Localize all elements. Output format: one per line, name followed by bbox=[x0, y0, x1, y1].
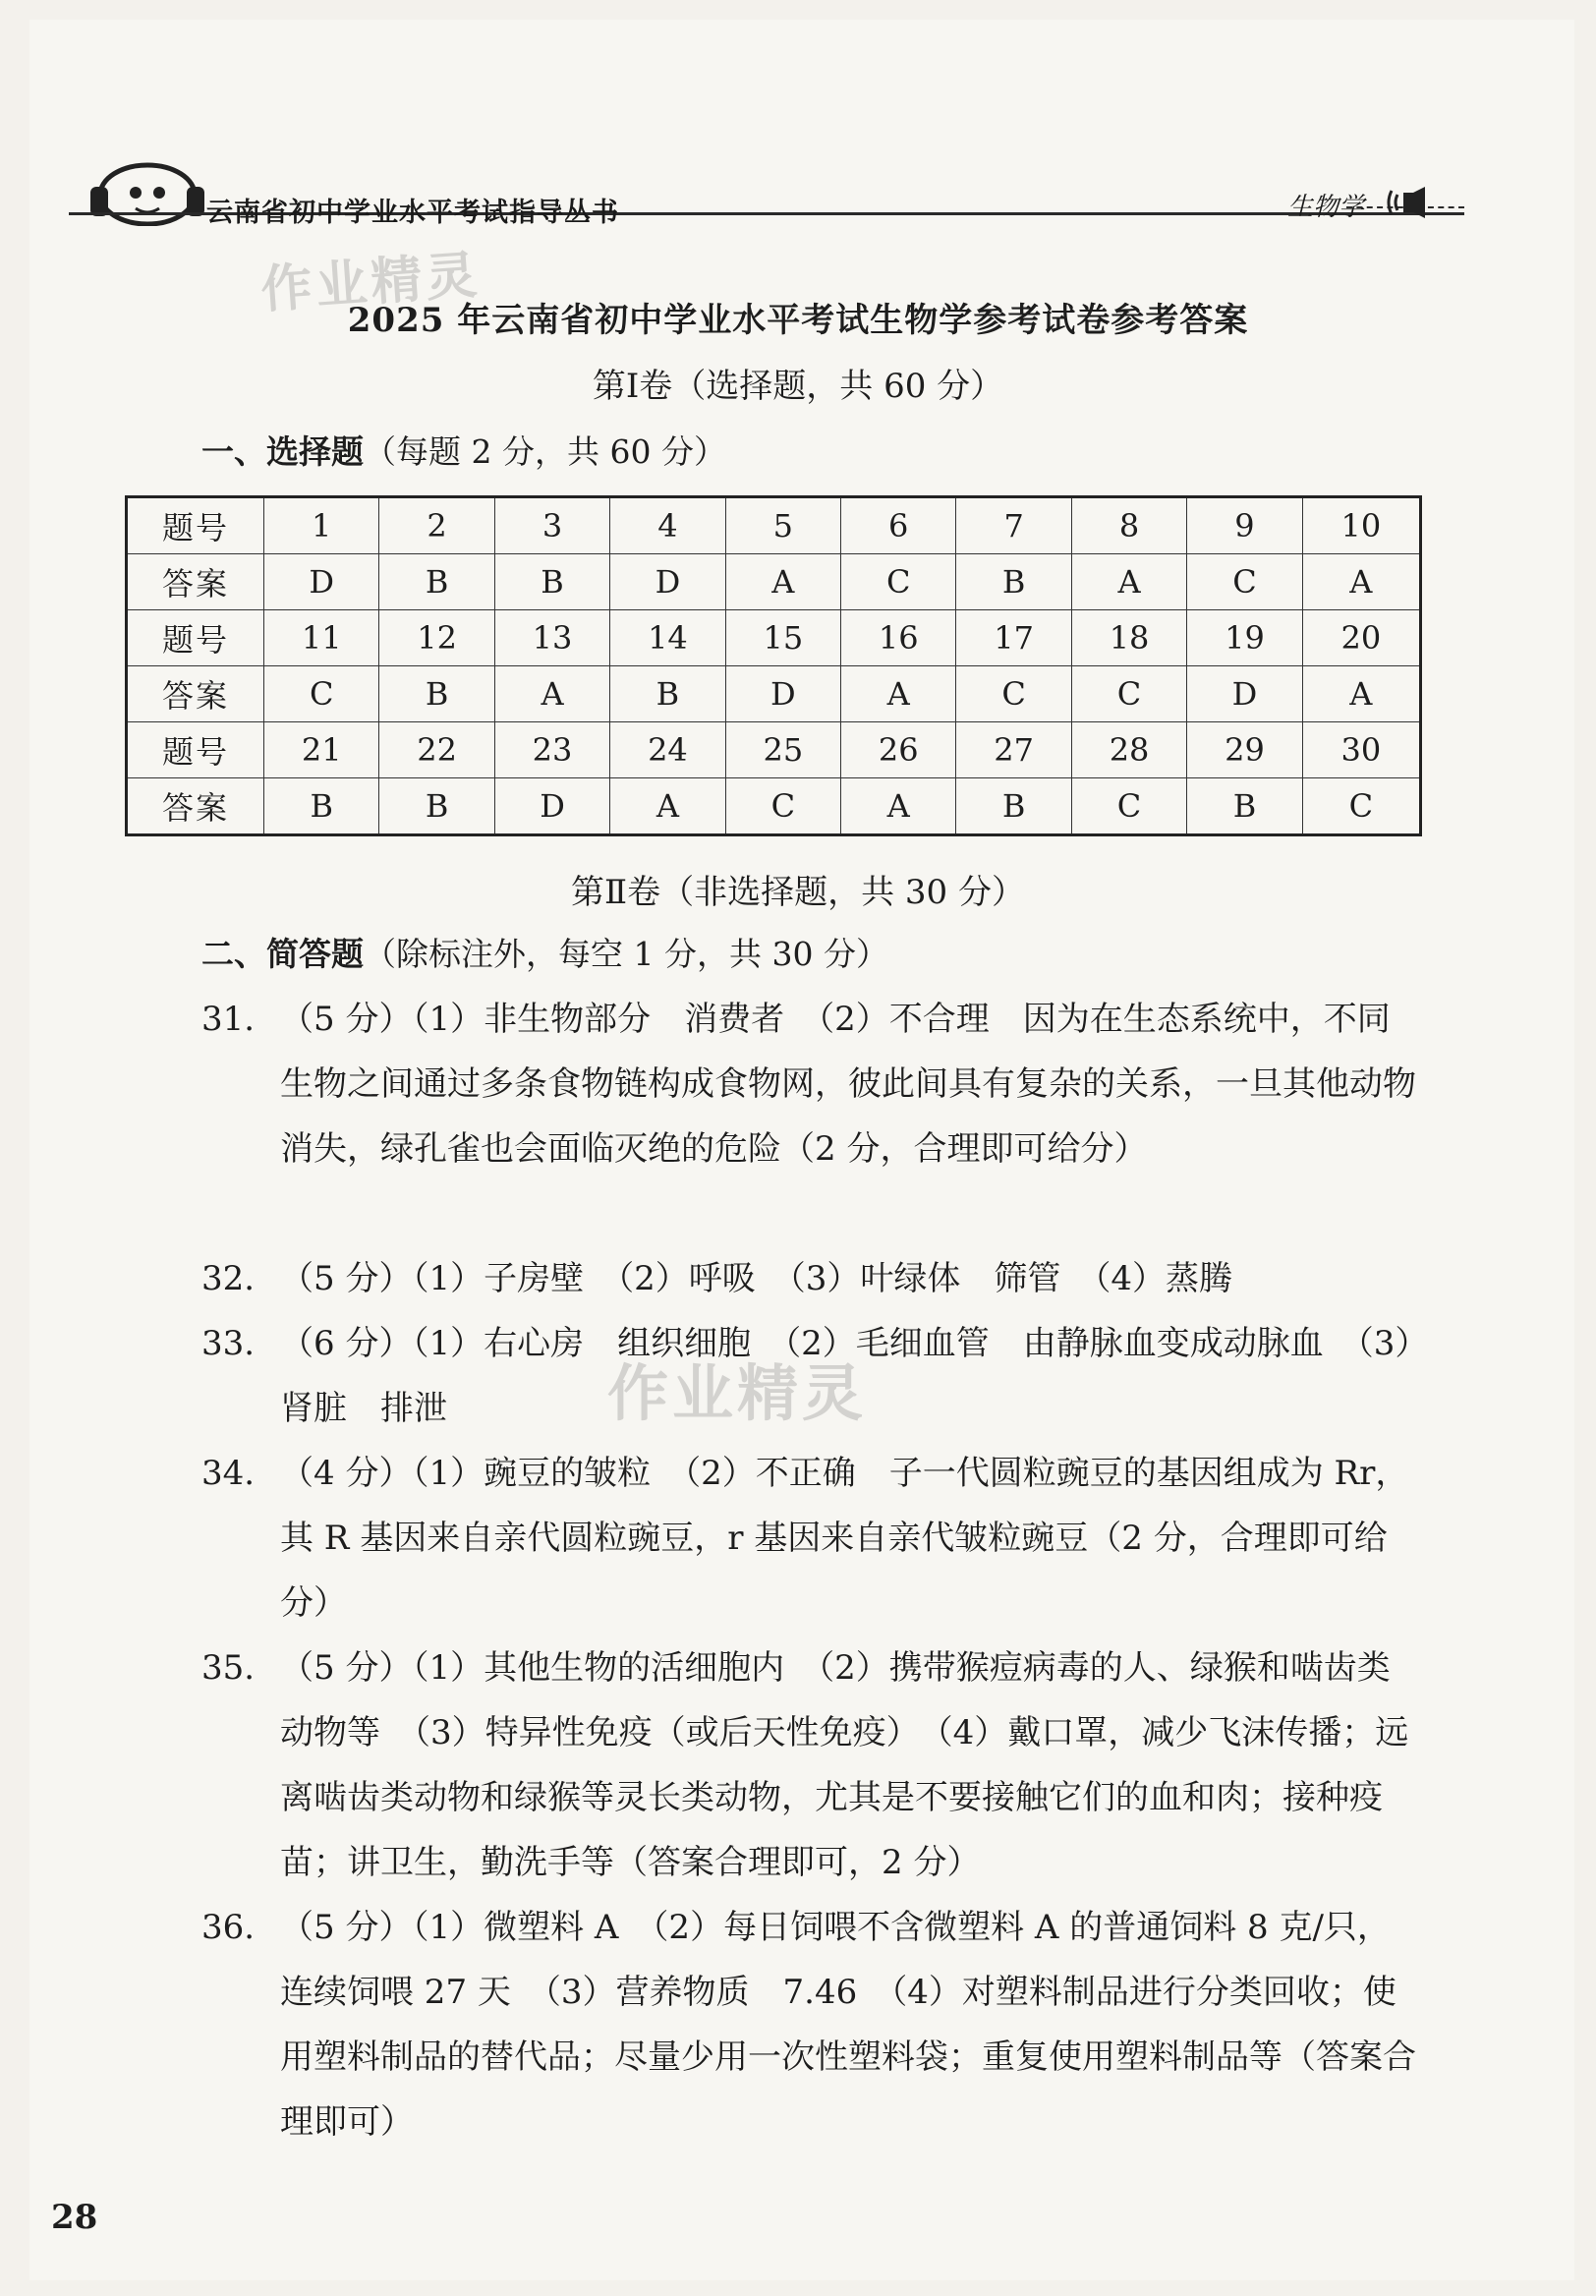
answer-item bbox=[201, 1441, 1420, 1636]
question-number-cell: 21 bbox=[264, 722, 379, 778]
question-number-cell: 28 bbox=[1071, 722, 1186, 778]
question-number-cell: 14 bbox=[610, 610, 725, 666]
question-number-cell: 11 bbox=[264, 610, 379, 666]
watermark: 作业精灵 bbox=[258, 246, 484, 320]
question-number-cell: 12 bbox=[379, 610, 494, 666]
question-number-cell: 22 bbox=[379, 722, 494, 778]
page-title: 2025 年云南省初中学业水平考试生物学参考试卷参考答案 bbox=[347, 301, 1249, 340]
item-text: （5 分）（1）其他生物的活细胞内 （2）携带猴痘病毒的人、绿猴和啮齿类动物等 （3）特异性免疫（或后天性免疫） （4）戴口罩，减少飞沫传播；远离啮齿类动物和绿猴等灵长类动物，尤其是不要接触它们的血和肉；接种疫苗；讲卫生，勤洗手等（答案合理即可，2 分） bbox=[280, 1648, 1409, 1882]
answer-cell: A bbox=[494, 666, 609, 722]
part2-title: 第Ⅱ卷（非选择题，共 30 分） bbox=[571, 873, 1025, 912]
question-number-cell: 2 bbox=[379, 497, 494, 554]
page-number: 28 bbox=[51, 2198, 98, 2237]
answer-cell: A bbox=[1302, 554, 1420, 610]
answer-cell: D bbox=[610, 554, 725, 610]
answer-cell: D bbox=[494, 778, 609, 835]
answer-cell: A bbox=[1071, 554, 1186, 610]
answer-cell: A bbox=[1302, 666, 1420, 722]
part1-title: 第Ⅰ卷（选择题，共 60 分） bbox=[592, 367, 1004, 406]
answer-cell: A bbox=[725, 554, 840, 610]
question-number-cell: 19 bbox=[1187, 610, 1302, 666]
answer-cell: C bbox=[1187, 554, 1302, 610]
answer-cell: B bbox=[1187, 778, 1302, 835]
answer-cell: B bbox=[610, 666, 725, 722]
answer-cell: A bbox=[610, 778, 725, 835]
question-number-cell: 6 bbox=[841, 497, 956, 554]
question-number-cell: 16 bbox=[841, 610, 956, 666]
answer-cell: D bbox=[264, 554, 379, 610]
item-number: 36. bbox=[201, 1908, 256, 1947]
watermark: 作业精灵 bbox=[607, 1357, 868, 1429]
answer-cell: C bbox=[841, 554, 956, 610]
item-text: （5 分）（1）非生物部分 消费者 （2）不合理 因为在生态系统中，不同生物之间通过多条食物链构成食物网，彼此间具有复杂的关系，一旦其他动物消失，绿孔雀也会面临灭绝的危险（2 分，合理即可给分） bbox=[280, 1000, 1416, 1169]
answer-cell: D bbox=[725, 666, 840, 722]
answer-cell: B bbox=[956, 554, 1071, 610]
section2-note: （除标注外，每空 1 分，共 30 分） bbox=[364, 935, 888, 973]
question-number-cell: 26 bbox=[841, 722, 956, 778]
question-number-cell: 10 bbox=[1302, 497, 1420, 554]
row-label: 题号 bbox=[127, 610, 264, 666]
item-number: 34. bbox=[201, 1454, 256, 1493]
answer-item bbox=[201, 1246, 1420, 1311]
series-title: 云南省初中学业水平考试指导丛书 bbox=[206, 198, 619, 228]
answer-cell: C bbox=[264, 666, 379, 722]
answer-cell: A bbox=[841, 666, 956, 722]
answer-cell: A bbox=[841, 778, 956, 835]
section2-heading bbox=[201, 929, 888, 975]
answer-cell: B bbox=[956, 778, 1071, 835]
answer-cell: C bbox=[725, 778, 840, 835]
answer-row bbox=[127, 554, 1421, 610]
subject-label: 生物学 bbox=[1287, 193, 1365, 222]
row-label: 题号 bbox=[127, 722, 264, 778]
question-number-cell: 4 bbox=[610, 497, 725, 554]
question-number-cell: 9 bbox=[1187, 497, 1302, 554]
question-number-cell: 3 bbox=[494, 497, 609, 554]
row-label: 答案 bbox=[127, 554, 264, 610]
page-header bbox=[69, 147, 1474, 236]
question-number-row bbox=[127, 722, 1421, 778]
answer-cell: B bbox=[494, 554, 609, 610]
item-text: （6 分）（1）右心房 组织细胞 （2）毛细血管 由静脉血变成动脉血 （3）肾脏 排泄 bbox=[280, 1324, 1412, 1428]
question-number-cell: 18 bbox=[1071, 610, 1186, 666]
question-number-cell: 7 bbox=[956, 497, 1071, 554]
item-number: 35. bbox=[201, 1648, 256, 1688]
answer-cell: B bbox=[379, 554, 494, 610]
row-label: 答案 bbox=[127, 666, 264, 722]
question-number-cell: 5 bbox=[725, 497, 840, 554]
item-text: （5 分）（1）子房壁 （2）呼吸 （3）叶绿体 筛管 （4）蒸腾 bbox=[280, 1259, 1232, 1298]
question-number-row bbox=[127, 497, 1421, 554]
section1-heading bbox=[201, 427, 726, 473]
answer-row bbox=[127, 666, 1421, 722]
question-number-cell: 13 bbox=[494, 610, 609, 666]
question-number-cell: 27 bbox=[956, 722, 1071, 778]
row-label: 答案 bbox=[127, 778, 264, 835]
question-number-cell: 23 bbox=[494, 722, 609, 778]
answer-item bbox=[201, 987, 1420, 1181]
answer-cell: C bbox=[1071, 778, 1186, 835]
answer-row bbox=[127, 778, 1421, 835]
row-label: 题号 bbox=[127, 497, 264, 554]
answer-cell: D bbox=[1187, 666, 1302, 722]
answer-cell: C bbox=[1071, 666, 1186, 722]
question-number-cell: 29 bbox=[1187, 722, 1302, 778]
question-number-cell: 1 bbox=[264, 497, 379, 554]
item-text: （4 分）（1）豌豆的皱粒 （2）不正确 子一代圆粒豌豆的基因组成为 Rr，其 R 基因来自亲代圆粒豌豆，r 基因来自亲代皱粒豌豆（2 分，合理即可给分） bbox=[280, 1454, 1409, 1623]
question-number-cell: 17 bbox=[956, 610, 1071, 666]
item-number: 32. bbox=[201, 1259, 256, 1298]
question-number-cell: 25 bbox=[725, 722, 840, 778]
section1-note: （每题 2 分，共 60 分） bbox=[364, 432, 726, 471]
section1-label: 一、选择题 bbox=[201, 432, 364, 471]
section2-label: 二、简答题 bbox=[201, 935, 364, 973]
answer-cell: B bbox=[379, 778, 494, 835]
item-text: （5 分）（1）微塑料 A （2）每日饲喂不含微塑料 A 的普通饲料 8 克/只，连续饲喂 27 天 （3）营养物质 7.46 （4）对塑料制品进行分类回收；使用塑料制品的替代品；尽量少用一次性塑料袋；重复使用塑料制品等（答案合理即可） bbox=[280, 1908, 1416, 2142]
question-number-cell: 24 bbox=[610, 722, 725, 778]
answer-item bbox=[201, 1636, 1420, 1895]
question-number-cell: 20 bbox=[1302, 610, 1420, 666]
answer-cell: C bbox=[956, 666, 1071, 722]
answer-item bbox=[201, 1895, 1420, 2154]
item-number: 33. bbox=[201, 1324, 256, 1363]
question-number-cell: 15 bbox=[725, 610, 840, 666]
answer-cell: B bbox=[264, 778, 379, 835]
answer-cell: B bbox=[379, 666, 494, 722]
item-number: 31. bbox=[201, 1000, 256, 1039]
question-number-cell: 8 bbox=[1071, 497, 1186, 554]
question-number-row bbox=[127, 610, 1421, 666]
answer-table bbox=[125, 495, 1422, 836]
speaker-icon bbox=[1386, 183, 1435, 222]
answer-item bbox=[201, 1311, 1420, 1441]
question-number-cell: 30 bbox=[1302, 722, 1420, 778]
answer-cell: C bbox=[1302, 778, 1420, 835]
